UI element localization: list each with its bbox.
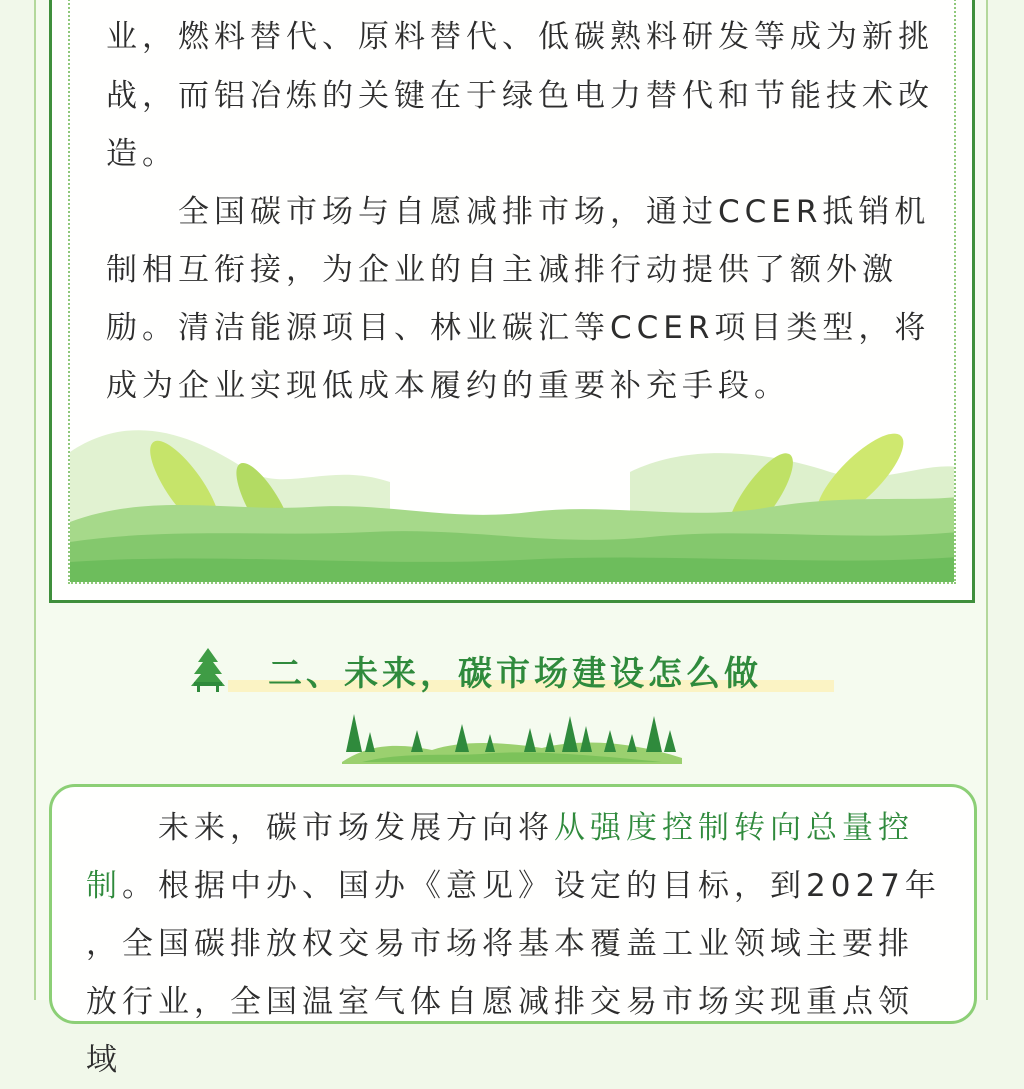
highlight-text: 从强度控制转向总量控 xyxy=(554,810,914,846)
paragraph-line: 成为企业实现低成本履约的重要补充手段。 xyxy=(106,368,790,404)
top-card-inner-border xyxy=(68,0,956,584)
forest-divider-icon xyxy=(342,712,682,764)
bottom-content-card xyxy=(49,784,977,1078)
highlight-text: 制 xyxy=(86,868,122,904)
top-content-card xyxy=(49,0,975,603)
paragraph-line: 制相互衔接，为企业的自主减排行动提供了额外激 xyxy=(106,252,898,288)
section-heading xyxy=(188,640,838,700)
text-span: 未来，碳市场发展方向将 xyxy=(86,810,554,846)
paragraph-line: ，全国碳排放权交易市场将基本覆盖工业领域主要排 xyxy=(86,926,914,962)
paragraph-line xyxy=(86,857,946,915)
green-hills-leaves-illustration xyxy=(70,412,956,582)
paragraph-line: 全国碳市场与自愿减排市场，通过CCER抵销机 xyxy=(106,194,931,230)
paragraph-line: 造。 xyxy=(106,136,178,172)
paragraph-line: 战，而铝冶炼的关键在于绿色电力替代和节能技术改 xyxy=(106,78,934,114)
section-title: 二、未来，碳市场建设怎么做 xyxy=(268,654,762,694)
paragraph-line: 业，燃料替代、原料替代、低碳熟料研发等成为新挑 xyxy=(106,19,934,55)
paragraph-line: 励。清洁能源项目、林业碳汇等CCER项目类型，将 xyxy=(106,310,931,346)
pine-tree-icon xyxy=(188,646,228,692)
paragraph-line xyxy=(106,0,956,8)
paragraph-line xyxy=(86,799,946,857)
paragraph-line: 放行业，全国温室气体自愿减排交易市场实现重点领域 xyxy=(86,984,914,1078)
text-span: 。根据中办、国办《意见》设定的目标，到2027年 xyxy=(122,868,941,904)
